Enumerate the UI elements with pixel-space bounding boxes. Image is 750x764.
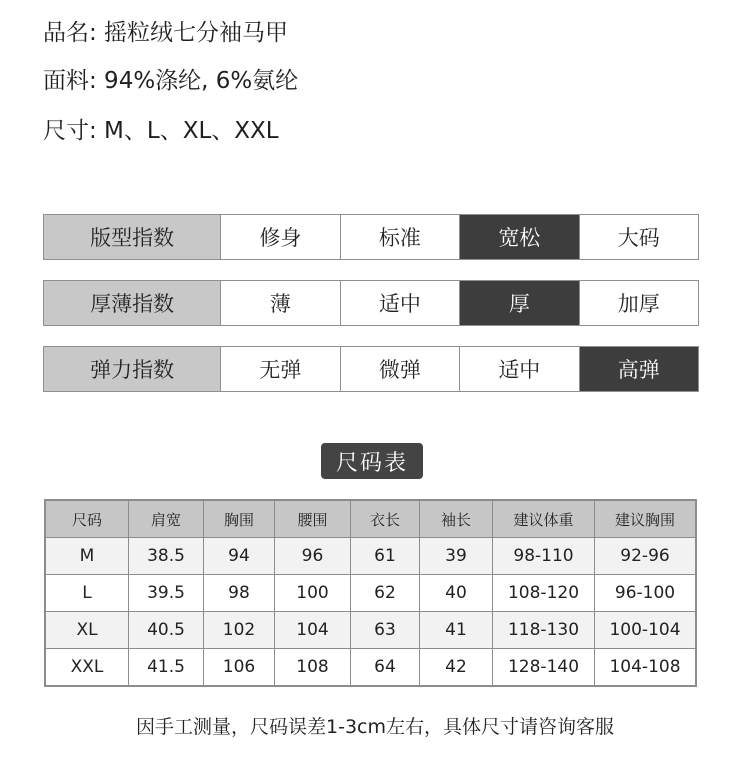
product-fabric: 面料: 94%涤纶, 6%氨纶: [43, 68, 299, 94]
column-header: 腰围: [275, 500, 351, 538]
table-row: [45, 538, 696, 575]
elasticity-index-row: [43, 346, 699, 392]
cell: 98: [204, 575, 275, 612]
size-chart-title: 尺码表: [321, 443, 423, 479]
column-header: 衣长: [351, 500, 420, 538]
cell: 104-108: [595, 649, 697, 687]
cell: 39.5: [129, 575, 204, 612]
thickness-option-selected: 厚: [459, 281, 578, 325]
cell: 100: [275, 575, 351, 612]
product-name: 品名: 摇粒绒七分袖马甲: [43, 20, 289, 46]
column-header: 建议体重: [493, 500, 595, 538]
column-header: 建议胸围: [595, 500, 697, 538]
cell: 108-120: [493, 575, 595, 612]
cell: 92-96: [595, 538, 697, 575]
column-header: 尺码: [45, 500, 129, 538]
cell: 40.5: [129, 612, 204, 649]
cell: 41.5: [129, 649, 204, 687]
elasticity-option-selected: 高弹: [579, 347, 698, 391]
table-row: [45, 649, 696, 687]
cell: 96: [275, 538, 351, 575]
cell: 41: [420, 612, 493, 649]
cell-size: M: [45, 538, 129, 575]
measurement-note: 因手工测量，尺码误差1-3cm左右，具体尺寸请咨询客服: [136, 716, 614, 738]
cell: 62: [351, 575, 420, 612]
fit-option: 大码: [579, 215, 698, 259]
thickness-option: 适中: [340, 281, 459, 325]
table-row: [45, 575, 696, 612]
cell: 40: [420, 575, 493, 612]
column-header: 肩宽: [129, 500, 204, 538]
cell: 102: [204, 612, 275, 649]
fit-index-row: [43, 214, 699, 260]
cell: 118-130: [493, 612, 595, 649]
cell: 63: [351, 612, 420, 649]
cell-size: L: [45, 575, 129, 612]
cell: 38.5: [129, 538, 204, 575]
cell: 39: [420, 538, 493, 575]
thickness-index-label: 厚薄指数: [44, 281, 220, 325]
cell-size: XL: [45, 612, 129, 649]
fit-option-selected: 宽松: [459, 215, 578, 259]
column-header: 袖长: [420, 500, 493, 538]
column-header: 胸围: [204, 500, 275, 538]
fit-option: 标准: [340, 215, 459, 259]
cell: 61: [351, 538, 420, 575]
fit-index-label: 版型指数: [44, 215, 220, 259]
fit-option: 修身: [220, 215, 339, 259]
table-row: [45, 612, 696, 649]
cell: 94: [204, 538, 275, 575]
cell: 64: [351, 649, 420, 687]
thickness-index-row: [43, 280, 699, 326]
cell: 108: [275, 649, 351, 687]
elasticity-index-label: 弹力指数: [44, 347, 220, 391]
cell: 128-140: [493, 649, 595, 687]
cell: 98-110: [493, 538, 595, 575]
cell: 104: [275, 612, 351, 649]
cell: 106: [204, 649, 275, 687]
cell: 100-104: [595, 612, 697, 649]
product-sizes: 尺寸: M、L、XL、XXL: [43, 118, 279, 144]
thickness-option: 加厚: [579, 281, 698, 325]
cell: 96-100: [595, 575, 697, 612]
elasticity-option: 无弹: [220, 347, 339, 391]
thickness-option: 薄: [220, 281, 339, 325]
cell: 42: [420, 649, 493, 687]
cell-size: XXL: [45, 649, 129, 687]
elasticity-option: 适中: [459, 347, 578, 391]
table-header-row: [45, 500, 696, 538]
size-chart-table: [44, 499, 697, 687]
elasticity-option: 微弹: [340, 347, 459, 391]
